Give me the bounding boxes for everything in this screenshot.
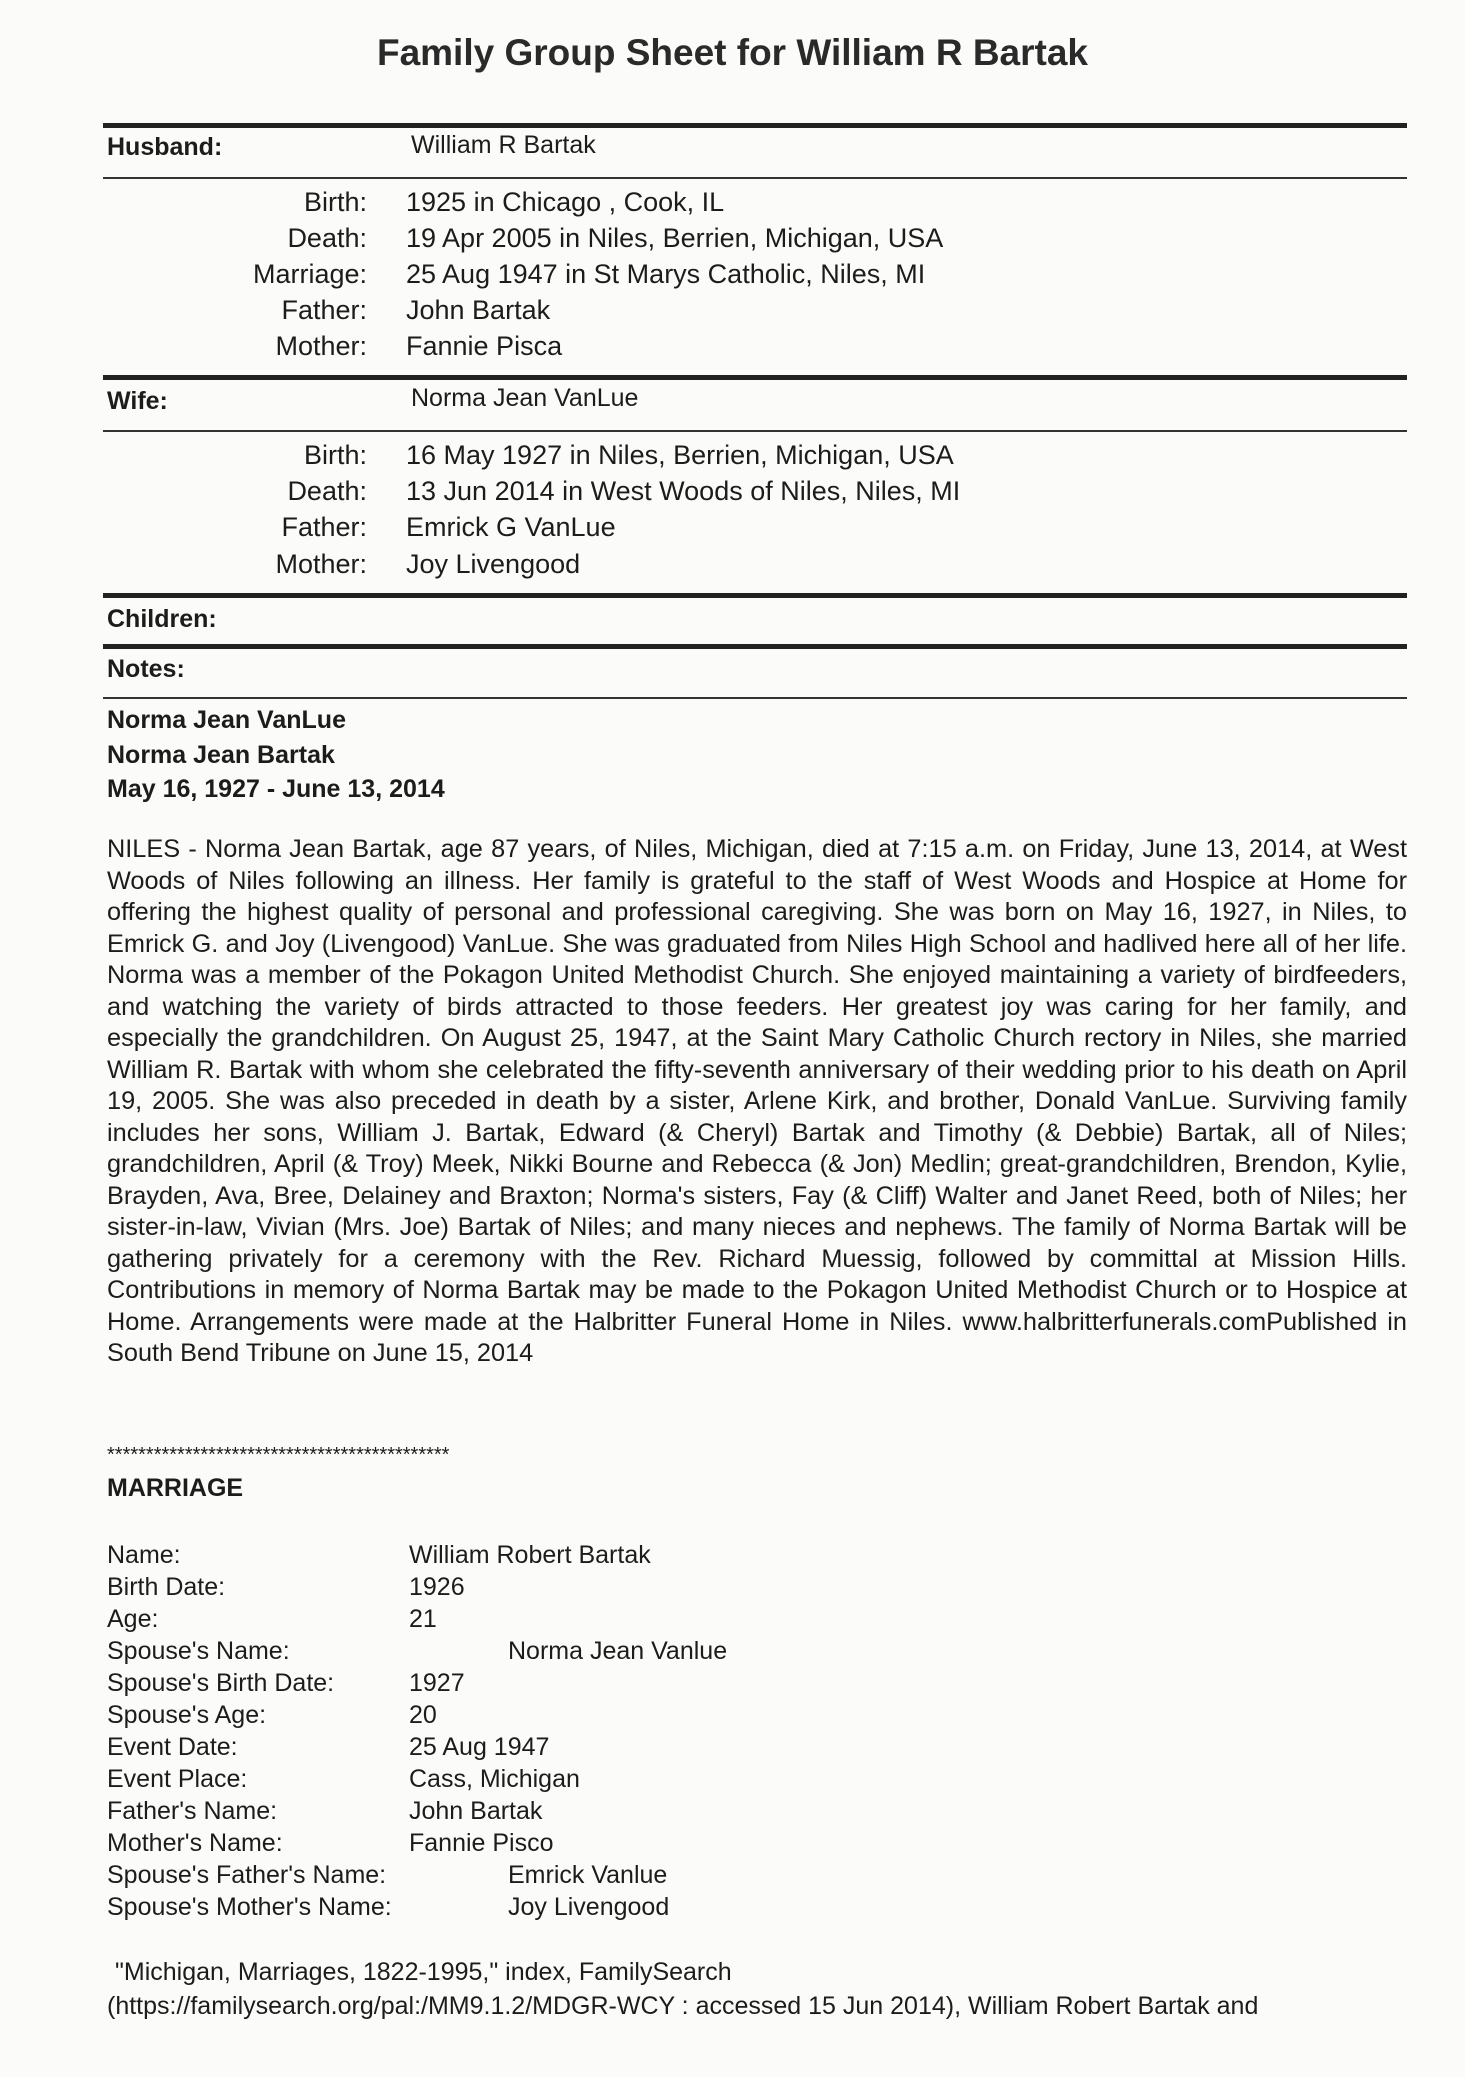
citation-line: (https://familysearch.org/pal:/MM9.1.2/MDGR-WCY : accessed 15 Jun 2014), William Robert Bartak and (107, 1992, 1259, 2020)
notes-heading-name: Norma Jean VanLue (107, 706, 346, 734)
marriage-row (107, 1733, 1407, 1765)
source-citation (107, 1955, 1407, 2023)
marriage-label: Spouse's Age: (107, 1701, 267, 1729)
fact-label: Father: (281, 295, 367, 325)
fact-value: Fannie Pisca (406, 331, 563, 361)
marriage-label: Spouse's Name: (107, 1637, 290, 1665)
marriage-value: Joy Livengood (508, 1893, 670, 1921)
fact-label: Death: (287, 476, 367, 506)
marriage-value: Fannie Pisco (409, 1829, 554, 1857)
notes-label: Notes: (107, 655, 185, 683)
fact-label: Birth: (303, 440, 367, 470)
section-divider (103, 593, 1407, 598)
marriage-label: Name: (107, 1541, 181, 1569)
marriage-row (107, 1893, 1407, 1925)
marriage-heading: MARRIAGE (107, 1474, 244, 1502)
marriage-row (107, 1797, 1407, 1829)
marriage-value: Emrick Vanlue (508, 1861, 668, 1889)
citation-line: "Michigan, Marriages, 1822-1995," index, FamilySearch (115, 1958, 732, 1986)
fact-value: 25 Aug 1947 in St Marys Catholic, Niles, MI (406, 259, 926, 289)
fact-label: Birth: (303, 187, 367, 217)
wife-label: Wife: (107, 387, 168, 415)
fact-value: 13 Jun 2014 in West Woods of Niles, Niles, MI (406, 476, 961, 506)
separator-stars: ******************************************** (107, 1444, 450, 1466)
fact-label: Mother: (275, 549, 367, 579)
fact-label: Mother: (275, 331, 367, 361)
marriage-value: Cass, Michigan (409, 1765, 580, 1793)
marriage-row (107, 1605, 1407, 1637)
marriage-value: William Robert Bartak (409, 1541, 651, 1569)
children-label: Children: (107, 605, 217, 633)
marriage-label: Spouse's Mother's Name: (107, 1893, 392, 1921)
section-divider (103, 644, 1407, 649)
marriage-value: 1927 (409, 1669, 465, 1697)
marriage-value: Norma Jean Vanlue (508, 1637, 728, 1665)
section-divider (103, 375, 1407, 380)
marriage-row (107, 1541, 1407, 1573)
marriage-label: Spouse's Birth Date: (107, 1669, 335, 1697)
section-underline (103, 697, 1407, 699)
fact-label: Father: (281, 512, 367, 542)
husband-label: Husband: (107, 133, 223, 161)
fact-value: Emrick G VanLue (406, 512, 616, 542)
marriage-row (107, 1573, 1407, 1605)
marriage-value: John Bartak (409, 1797, 543, 1825)
fact-label: Death: (287, 223, 367, 253)
marriage-label: Birth Date: (107, 1573, 226, 1601)
marriage-label: Event Date: (107, 1733, 238, 1761)
marriage-label: Age: (107, 1605, 159, 1633)
marriage-value: 25 Aug 1947 (409, 1733, 550, 1761)
marriage-label: Father's Name: (107, 1797, 278, 1825)
fact-value: 1925 in Chicago , Cook, IL (406, 187, 725, 217)
fact-value: John Bartak (406, 295, 551, 325)
fact-value: 19 Apr 2005 in Niles, Berrien, Michigan, USA (406, 223, 944, 253)
marriage-row (107, 1669, 1407, 1701)
marriage-value: 21 (409, 1605, 437, 1633)
marriage-label: Event Place: (107, 1765, 248, 1793)
marriage-value: 1926 (409, 1573, 465, 1601)
marriage-row (107, 1829, 1407, 1861)
page-title: Family Group Sheet for William R Bartak (376, 32, 1089, 73)
obituary-text: NILES - Norma Jean Bartak, age 87 years, of Niles, Michigan, died at 7:15 a.m. on Friday, June 13, 2014, at West Woods of Niles following an illness. Her family is grateful to the staff of West Woods and Hospice at Home for offering the highest quality of personal and professional caregiving. She was born on May 16, 1927, in Niles, to Emrick G. and Joy (Livengood) VanLue. She was graduated from Niles High School and hadlived here all of her life. Norma was a member of the Pokagon United Methodist Church. She enjoyed maintaining a variety of birdfeeders, and watching the variety of birds attracted to those feeders. Her greatest joy was caring for her family, and especially the grandchildren. On August 25, 1947, at the Saint Mary Catholic Church rectory in Niles, she married William R. Bartak with whom she celebrated the fifty-seventh anniversary of their wedding prior to his death on April 19, 2005. She was also preceded in death by a sister, Arlene Kirk, and brother, Donald VanLue. Surviving family includes her sons, William J. Bartak, Edward (& Cheryl) Bartak and Timothy (& Debbie) Bartak, all of Niles; grandchildren, April (& Troy) Meek, Nikki Bourne and Rebecca (& Jon) Medlin; great-grandchildren, Brendon, Kylie, Brayden, Ava, Bree, Delainey and Braxton; Norma's sisters, Fay (& Cliff) Walter and Janet Reed, both of Niles; her sister-in-law, Vivian (Mrs. Joe) Bartak of Niles; and many nieces and nephews. The family of Norma Bartak will be gathering privately for a ceremony with the Rev. Richard Muessig, followed by committal at Mission Hills. Contributions in memory of Norma Bartak may be made to the Pokagon United Methodist Church or to Hospice at Home. Arrangements were made at the Halbritter Funeral Home in Niles. www.halbritterfunerals.comPublished in South Bend Tribune on June 15, 2014 (107, 835, 1407, 1367)
fact-value: Joy Livengood (406, 549, 581, 579)
husband-name: William R Bartak (411, 131, 596, 159)
section-underline (103, 177, 1407, 179)
notes-heading-dates: May 16, 1927 - June 13, 2014 (107, 775, 445, 803)
marriage-label: Spouse's Father's Name: (107, 1861, 387, 1889)
marriage-row (107, 1701, 1407, 1733)
marriage-value: 20 (409, 1701, 437, 1729)
marriage-row (107, 1861, 1407, 1893)
marriage-label: Mother's Name: (107, 1829, 283, 1857)
section-divider (103, 123, 1407, 128)
wife-name: Norma Jean VanLue (411, 384, 639, 412)
fact-value: 16 May 1927 in Niles, Berrien, Michigan, USA (406, 440, 954, 470)
marriage-row (107, 1637, 1407, 1669)
section-underline (103, 430, 1407, 432)
notes-heading-married-name: Norma Jean Bartak (107, 741, 335, 769)
marriage-row (107, 1765, 1407, 1797)
fact-label: Marriage: (252, 259, 367, 289)
